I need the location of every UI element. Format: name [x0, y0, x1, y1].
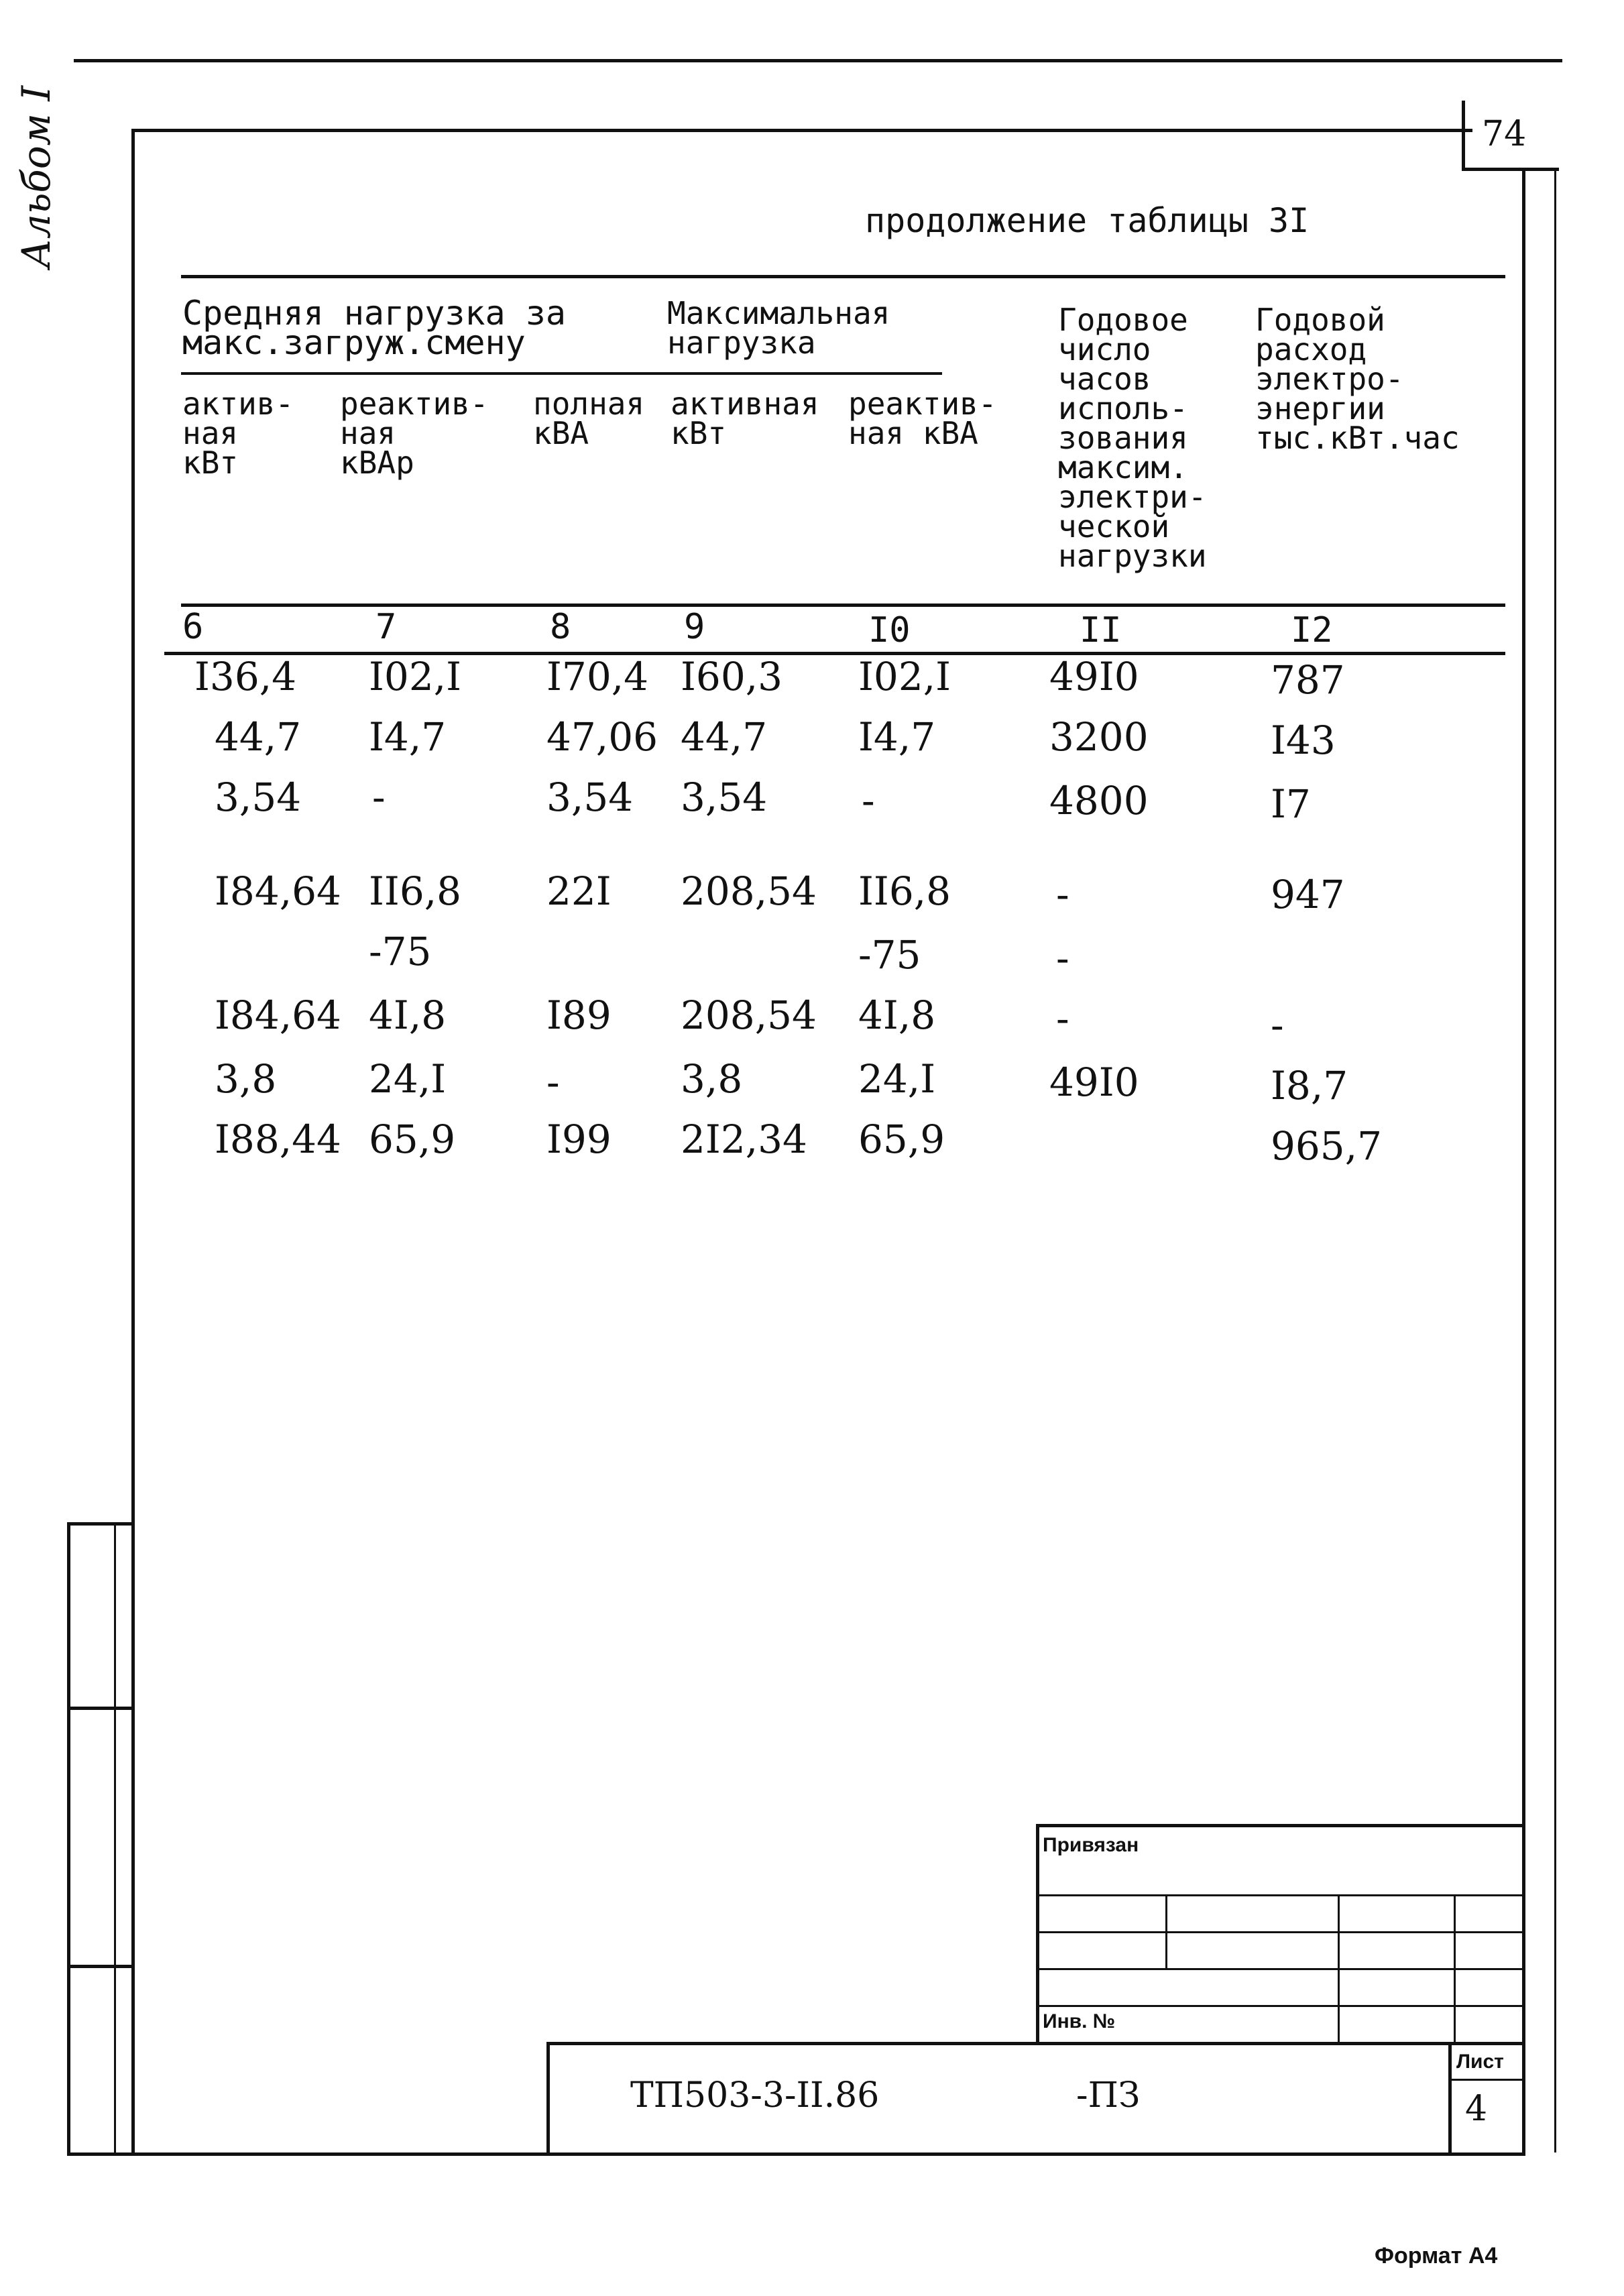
stamp-rule — [1036, 1931, 1525, 1933]
header-max-load: Максимальная нагрузка — [667, 295, 890, 361]
table-cell: 3200 — [1049, 714, 1149, 760]
binding-line — [67, 1522, 70, 2156]
stamp-rule — [1036, 1824, 1525, 1827]
page-box-bottom — [1462, 168, 1559, 171]
table-cell: I88,44 — [215, 1116, 341, 1162]
table-cell: 49I0 — [1049, 1059, 1139, 1105]
stamp-rule — [1448, 2042, 1452, 2156]
frame-right — [1522, 168, 1525, 2154]
col-number: I0 — [868, 610, 911, 650]
col-number: 8 — [550, 607, 571, 647]
header-annual-hours: Годовое число часов исполь- зования максим. электри- ческой нагрузки — [1058, 302, 1207, 574]
top-rule — [74, 59, 1562, 62]
linked-label: Привязан — [1043, 1834, 1139, 1856]
binding-div-2 — [67, 1707, 131, 1710]
stamp-rule — [546, 2042, 550, 2156]
frame-bottom — [67, 2152, 1525, 2156]
table-cell: 44,7 — [681, 714, 768, 760]
table-cell: 3,54 — [546, 774, 634, 820]
page-edge-right — [1554, 168, 1556, 2152]
table-cell: 965,7 — [1271, 1123, 1383, 1169]
table-cell: I4,7 — [858, 714, 936, 760]
page-number: 74 — [1482, 114, 1527, 154]
table-cell: I84,64 — [215, 992, 341, 1038]
stamp-rule — [1036, 1968, 1525, 1970]
col-number: I2 — [1291, 610, 1333, 650]
table-cell: - — [862, 778, 875, 823]
table-cell: I02,I — [858, 654, 951, 699]
table-cell: 22I — [546, 868, 612, 914]
table-cell: 3,54 — [681, 774, 768, 820]
binding-div-3 — [67, 1965, 131, 1968]
table-cell: 44,7 — [215, 714, 302, 760]
stamp-rule — [1448, 2079, 1525, 2081]
table-cell: II6,8 — [369, 868, 462, 914]
header-avg-active: актив- ная кВт — [182, 386, 294, 481]
stamp-rule — [546, 2042, 1525, 2045]
sheet-number: 4 — [1465, 2089, 1488, 2129]
sheet-label: Лист — [1456, 2051, 1504, 2073]
table-cell: - — [1056, 996, 1069, 1041]
table-cell: 24,I — [858, 1056, 936, 1102]
inventory-number-label: Инв. № — [1043, 2010, 1116, 2032]
table-cell: -75 — [369, 929, 432, 974]
page-box-left — [1462, 101, 1465, 171]
table-cell: 208,54 — [681, 992, 817, 1038]
table-cell: 3,8 — [215, 1056, 277, 1102]
table-cell: I4,7 — [369, 714, 447, 760]
table-caption: продолжение таблицы 3I — [865, 201, 1310, 240]
album-label: Альбом I — [13, 85, 59, 268]
table-cell: 2I2,34 — [681, 1116, 807, 1162]
stamp-rule — [1036, 2005, 1525, 2007]
table-cell: - — [372, 774, 386, 820]
table-cell: 787 — [1271, 657, 1345, 703]
table-cell: II6,8 — [858, 868, 951, 914]
binding-div-1 — [67, 1522, 131, 1526]
table-cell: 49I0 — [1049, 654, 1139, 699]
table-cell: 208,54 — [681, 868, 817, 914]
frame-top — [131, 129, 1472, 132]
table-cell: 3,8 — [681, 1056, 743, 1102]
col-number: 9 — [684, 607, 705, 647]
header-max-reactive: реактив- ная кВА — [848, 386, 997, 451]
document-suffix: -ПЗ — [1076, 2075, 1141, 2116]
table-cell: I70,4 — [546, 654, 649, 699]
table-cell: I99 — [546, 1116, 612, 1162]
stamp-rule — [1036, 1894, 1525, 1896]
header-avg-load: Средняя нагрузка за макс.загруж.смену — [182, 294, 566, 362]
table-cell: I02,I — [369, 654, 462, 699]
table-cell: I8,7 — [1271, 1063, 1348, 1108]
table-cell: - — [546, 1059, 560, 1105]
table-cell: I36,4 — [194, 654, 297, 699]
table-cell: 4800 — [1049, 778, 1149, 823]
header-top-rule — [181, 275, 1505, 278]
table-cell: -75 — [858, 932, 921, 978]
table-cell: 24,I — [369, 1056, 447, 1102]
col-number: 6 — [182, 607, 204, 647]
paper-format-note: Формат А4 — [1375, 2243, 1498, 2269]
header-max-full: полная кВА — [533, 386, 645, 451]
table-cell: - — [1271, 1002, 1284, 1048]
table-cell: I43 — [1271, 718, 1336, 763]
table-cell: - — [1056, 872, 1069, 917]
table-cell: 65,9 — [858, 1116, 945, 1162]
table-cell: 3,54 — [215, 774, 302, 820]
table-cell: I84,64 — [215, 868, 341, 914]
header-annual-consumption: Годовой расход электро- энергии тыс.кВт.час — [1255, 302, 1460, 456]
header-max-active: активная кВт — [671, 386, 819, 451]
stamp-rule — [1338, 1894, 1340, 2045]
table-cell: I60,3 — [681, 654, 783, 699]
stamp-rule — [1165, 1894, 1167, 1968]
table-cell: 47,06 — [546, 714, 658, 760]
document-code: ТП503-3-II.86 — [630, 2075, 880, 2116]
binding-line-2 — [114, 1522, 116, 2156]
table-cell: 947 — [1271, 872, 1345, 917]
colnum-bottom-rule — [164, 652, 1505, 655]
table-cell: 4I,8 — [369, 992, 447, 1038]
stamp-rule — [1036, 1824, 1039, 2045]
col-number: 7 — [375, 607, 397, 647]
table-cell: 4I,8 — [858, 992, 936, 1038]
stamp-rule — [1454, 1894, 1456, 2045]
table-cell: - — [1056, 935, 1069, 981]
frame-left — [131, 129, 135, 2154]
table-cell: I7 — [1271, 781, 1311, 827]
table-cell: I89 — [546, 992, 612, 1038]
col-number: II — [1080, 610, 1122, 650]
table-cell: 65,9 — [369, 1116, 456, 1162]
header-avg-reactive: реактив- ная кВАр — [340, 386, 489, 481]
header-sub-rule — [181, 372, 942, 375]
